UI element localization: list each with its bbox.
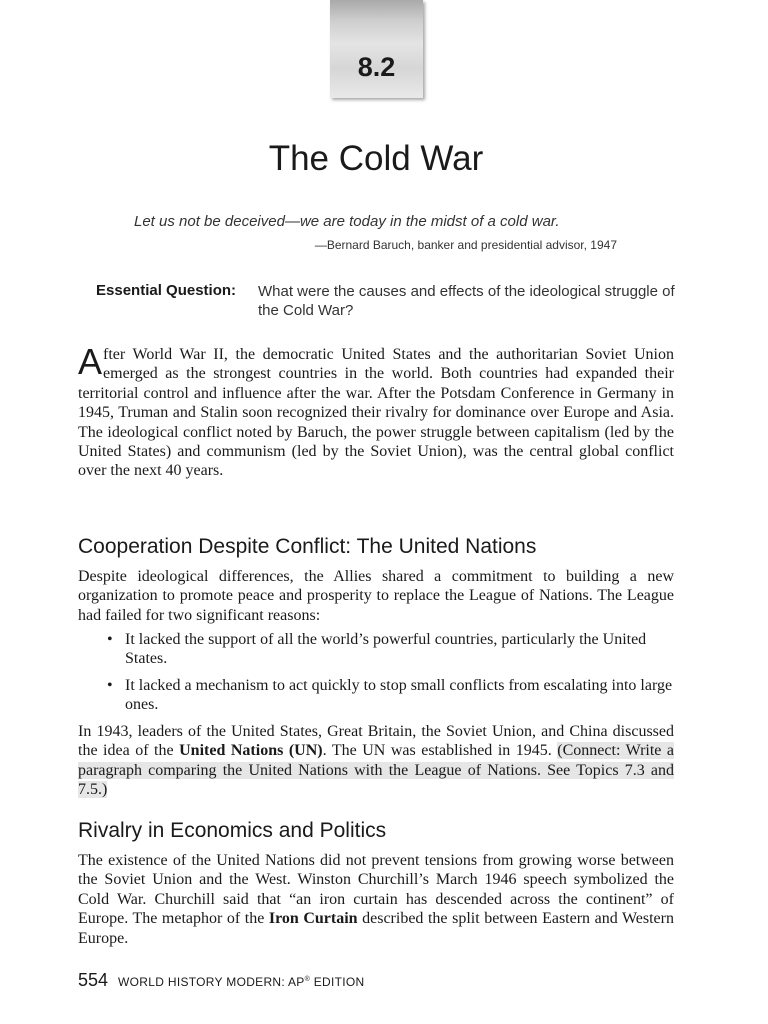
un-paragraph: Despite ideological differences, the Allies shared a commitment to building a new organization to promote peace and prosperity to replace the League of Nations. The League had failed for two significant reasons: <box>78 568 674 624</box>
para-text: In 1943, leaders of the United States, Great Britain, the Soviet Union, and China discussed the idea of the <box>78 723 674 760</box>
essential-question-label: Essential Question: <box>96 282 237 299</box>
para-text: The existence of the United Nations did not prevent tensions from growing worse between the Soviet Union and the West. Winston Churchill’s March 1946 speech symbolized the Cold War. Churchill said that “an iron curtain has descended across the continent” of Europe. The metaphor of the <box>78 852 674 928</box>
page-title: The Cold War <box>268 139 484 178</box>
un-established-paragraph <box>78 722 674 800</box>
bullet-text: It lacked the support of all the world’s powerful countries, particularly the United States. <box>125 631 647 668</box>
book-title-edition: EDITION <box>310 975 365 989</box>
book-title-text: WORLD HISTORY MODERN: AP <box>118 975 305 989</box>
key-term-iron-curtain: Iron Curtain <box>268 910 358 928</box>
para-text: . The UN was established in 1945. <box>322 742 558 760</box>
book-title <box>118 975 364 989</box>
section-heading-un: Cooperation Despite Conflict: The United Nations <box>78 535 537 558</box>
epigraph-attribution: —Bernard Baruch, banker and presidential advisor, 1947 <box>314 238 617 252</box>
drop-cap: A <box>78 341 103 382</box>
list-item: • It lacked a mechanism to act quickly to stop small conflicts from escalating into large ones. <box>107 676 673 714</box>
essential-question-text: What were the causes and effects of the ideological struggle of the Cold War? <box>258 283 675 319</box>
registered-mark: ® <box>304 976 311 983</box>
intro-text: fter World War II, the democratic United States and the authoritarian Soviet Union emerged as the strongest countries in the world. Both countries had expanded their territorial control and influence after the war. After the Potsdam Conference in Germany in 1945, Truman and Stalin soon recognized their rivalry for dominance over Europe and Asia. The ideological conflict noted by Baruch, the power struggle between capitalism (led by the United States) and communism (led by the Soviet Union), was the central global conflict over the next 40 years. <box>78 346 674 480</box>
rivalry-paragraph <box>78 851 674 948</box>
section-tab <box>330 0 423 98</box>
page-number: 554 <box>78 970 109 990</box>
connect-prompt: (Connect: Write a paragraph comparing the United Nations with the League of Nations. See Topics 7.3 and 7.5.) <box>78 742 675 799</box>
bullet-text: It lacked a mechanism to act quickly to stop small conflicts from escalating into large ones. <box>125 676 673 714</box>
section-heading-rivalry: Rivalry in Economics and Politics <box>78 819 387 842</box>
intro-paragraph <box>78 341 674 481</box>
list-item: • It lacked the support of all the world’s powerful countries, particularly the United States. <box>107 631 647 668</box>
epigraph-quote: Let us not be deceived—we are today in the midst of a cold war. <box>134 213 560 230</box>
para-text: described the split between Eastern and Western Europe. <box>78 910 674 947</box>
key-term-united-nations: United Nations (UN) <box>179 742 323 760</box>
bullet-list <box>107 630 674 722</box>
section-number: 8.2 <box>357 52 396 82</box>
page-footer <box>78 970 365 991</box>
